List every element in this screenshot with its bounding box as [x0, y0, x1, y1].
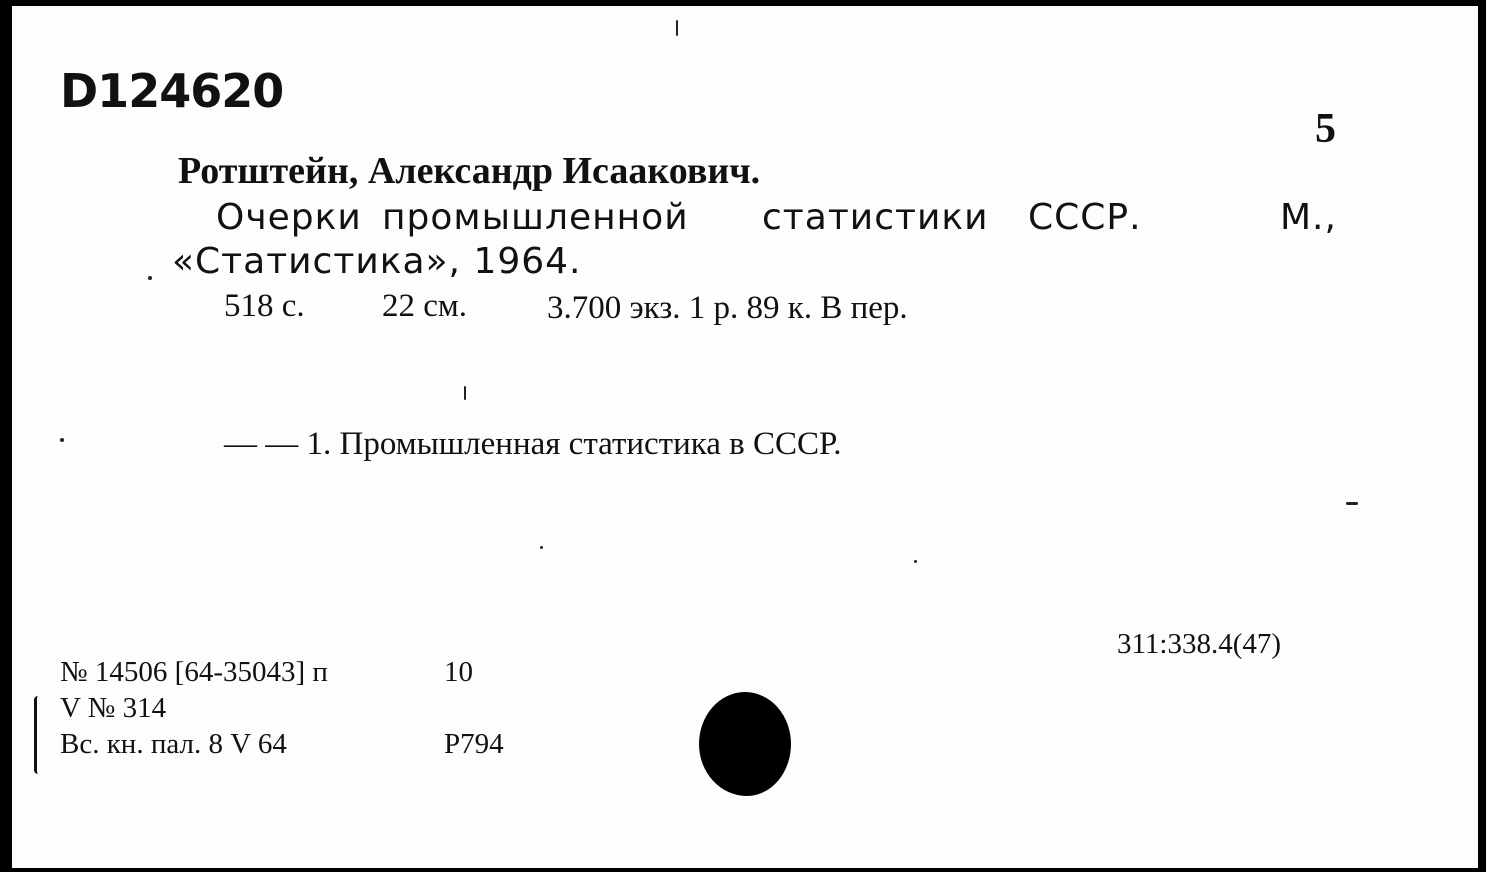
speck — [464, 386, 466, 400]
footer-line-3-right: Р794 — [444, 728, 504, 760]
title-word: Очерки — [216, 197, 362, 238]
udc-code: 311:338.4(47) — [1117, 628, 1282, 660]
speck — [1346, 502, 1358, 505]
pages: 518 с. — [224, 288, 305, 324]
card-number: 5 — [1315, 106, 1336, 152]
title-word: статистики — [762, 197, 989, 238]
accession-number: D124620 — [60, 64, 284, 118]
speck — [148, 276, 152, 280]
publisher-year: «Статистика», 1964. — [172, 241, 582, 282]
margin-bracket — [34, 696, 43, 774]
catalog-card — [12, 6, 1478, 868]
speck — [540, 546, 543, 549]
print-run-price: 3.700 экз. 1 р. 89 к. В пер. — [547, 290, 908, 326]
footer-line-1-right: 10 — [444, 656, 473, 688]
footer-line-3: Вс. кн. пал. 8 V 64 — [60, 728, 287, 760]
series-entry: — — 1. Промышленная статистика в СССР. — [224, 426, 842, 462]
footer-line-2: V № 314 — [60, 692, 167, 724]
author-heading: Ротштейн, Александр Исаакович. — [178, 150, 761, 192]
title-word: М., — [1280, 197, 1337, 238]
punch-hole — [699, 692, 791, 796]
speck — [914, 560, 917, 563]
size: 22 см. — [382, 288, 468, 324]
title-word: СССР. — [1028, 197, 1142, 238]
speck — [60, 438, 64, 442]
speck — [676, 20, 678, 36]
footer-line-1: № 14506 [64-35043] п — [60, 656, 328, 688]
title-word: промышленной — [382, 197, 689, 238]
